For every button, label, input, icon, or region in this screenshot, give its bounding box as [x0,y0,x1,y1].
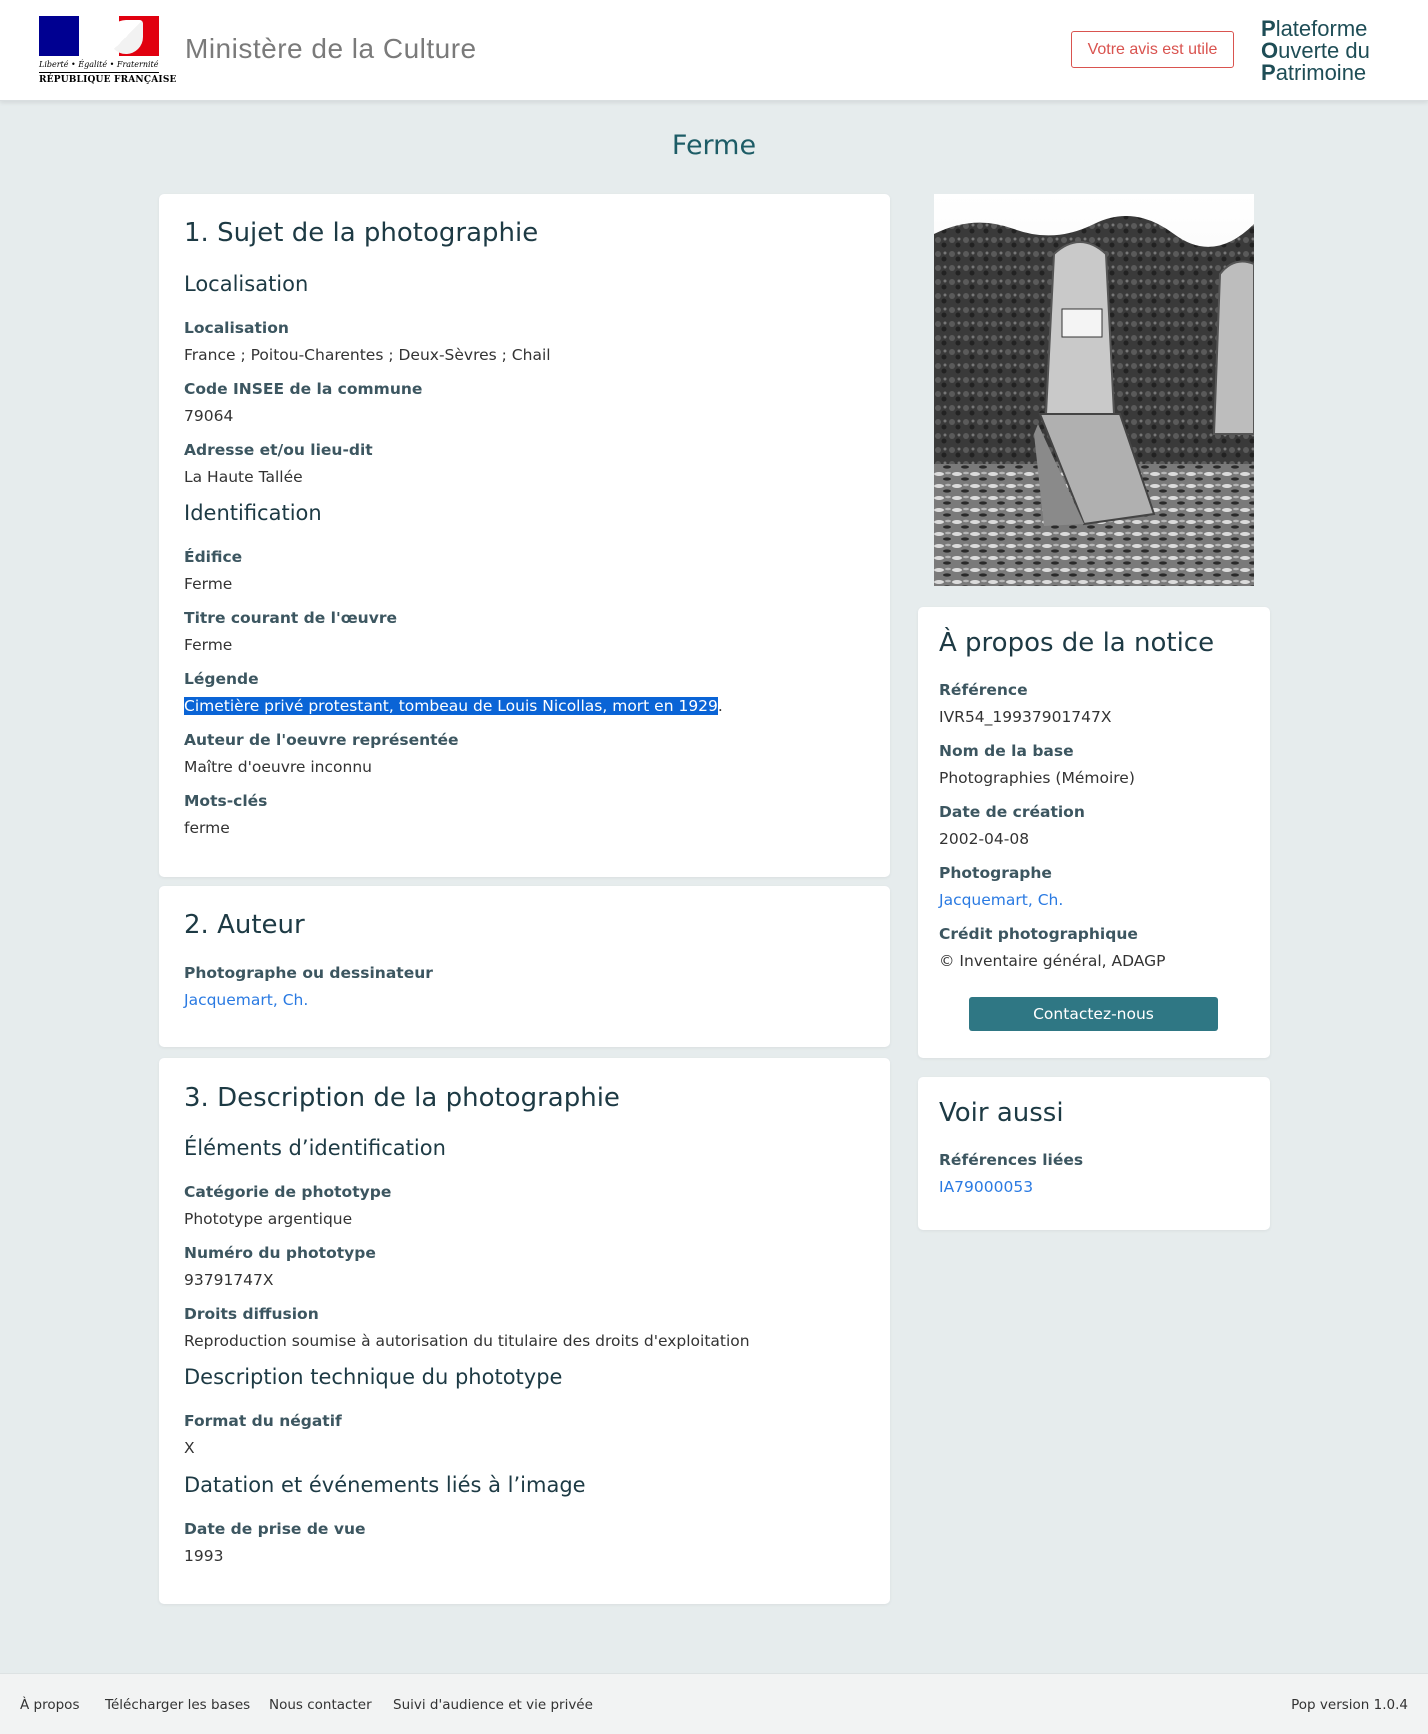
about-photographe-link[interactable]: Jacquemart, Ch. [939,891,1064,909]
section-auteur-title: 2. Auteur [184,910,305,940]
categorie-value: Phototype argentique [184,1210,353,1228]
footer-link-apropos[interactable]: À propos [20,1697,80,1713]
motscles-value: ferme [184,819,230,837]
legende-selected-text: Cimetière privé protestant, tombeau de Louis Nicollas, mort en 1929 [184,697,718,715]
feedback-button[interactable]: Votre avis est utile [1071,31,1234,68]
footer-link-suivi[interactable]: Suivi d'audience et vie privée [393,1697,593,1713]
credit-value: © Inventaire général, ADAGP [939,952,1166,970]
site-header [0,0,1428,101]
droits-label: Droits diffusion [184,1305,319,1323]
marianne-flag-icon [39,16,159,56]
tombstone-photo-image [934,194,1254,586]
localisation-label: Localisation [184,319,289,337]
technique-heading: Description technique du phototype [184,1365,563,1389]
legende-label: Légende [184,670,259,688]
base-value: Photographies (Mémoire) [939,769,1135,787]
reference-label: Référence [939,681,1028,699]
page-title: Ferme [671,130,757,161]
adresse-label: Adresse et/ou lieu-dit [184,441,373,459]
reference-value: IVR54_19937901747X [939,708,1112,726]
auteur-oeuvre-value: Maître d'oeuvre inconnu [184,758,372,776]
numero-value: 93791747X [184,1271,274,1289]
footer-link-contact[interactable]: Nous contacter [269,1697,372,1713]
see-also-title: Voir aussi [939,1098,1064,1128]
base-label: Nom de la base [939,742,1074,760]
insee-label: Code INSEE de la commune [184,380,423,398]
about-notice-title: À propos de la notice [939,628,1215,658]
auteur-oeuvre-label: Auteur de l'oeuvre représentée [184,731,459,749]
legende-value: Cimetière privé protestant, tombeau de Louis Nicollas, mort en 1929. [184,697,723,715]
logo-republic: RÉPUBLIQUE FRANÇAISE [39,75,177,85]
edifice-label: Édifice [184,548,243,566]
contact-button[interactable]: Contactez-nous [969,997,1218,1031]
date-prise-label: Date de prise de vue [184,1520,366,1538]
date-creation-value: 2002-04-08 [939,830,1030,848]
linked-ref-link[interactable]: IA79000053 [939,1178,1034,1196]
adresse-value: La Haute Tallée [184,468,303,486]
logo-motto: Liberté • Égalité • Fraternité [39,60,159,69]
footer-version: Pop version 1.0.4 [1291,1697,1408,1713]
linked-refs-label: Références liées [939,1151,1084,1169]
format-label: Format du négatif [184,1412,342,1430]
elements-heading: Éléments d’identification [184,1136,446,1160]
insee-value: 79064 [184,407,234,425]
republique-francaise-logo[interactable] [39,16,177,89]
motscles-label: Mots-clés [184,792,268,810]
notice-photo[interactable] [934,194,1254,586]
edifice-value: Ferme [184,575,233,593]
ministry-name[interactable]: Ministère de la Culture [185,33,477,64]
localisation-heading: Localisation [184,272,309,296]
section-sujet-title: 1. Sujet de la photographie [184,218,539,248]
section-description-title: 3. Description de la photographie [184,1083,620,1113]
date-creation-label: Date de création [939,803,1085,821]
localisation-value: France ; Poitou-Charentes ; Deux-Sèvres ; Chail [184,346,551,364]
credit-label: Crédit photographique [939,925,1138,943]
about-photographe-label: Photographe [939,864,1052,882]
date-prise-value: 1993 [184,1547,224,1565]
droits-value: Reproduction soumise à autorisation du titulaire des droits d'exploitation [184,1332,750,1350]
footer-link-telecharger[interactable]: Télécharger les bases [105,1697,251,1713]
titre-value: Ferme [184,636,233,654]
photographe-label: Photographe ou dessinateur [184,964,433,982]
site-footer [0,1673,1428,1734]
datation-heading: Datation et événements liés à l’image [184,1473,586,1497]
photographe-link[interactable]: Jacquemart, Ch. [184,991,309,1009]
categorie-label: Catégorie de phototype [184,1183,392,1201]
titre-label: Titre courant de l'œuvre [184,609,397,627]
identification-heading: Identification [184,501,322,525]
format-value: X [184,1439,195,1457]
numero-label: Numéro du phototype [184,1244,376,1262]
pop-logo[interactable]: Plateforme Ouverte du Patrimoine [1261,16,1370,85]
